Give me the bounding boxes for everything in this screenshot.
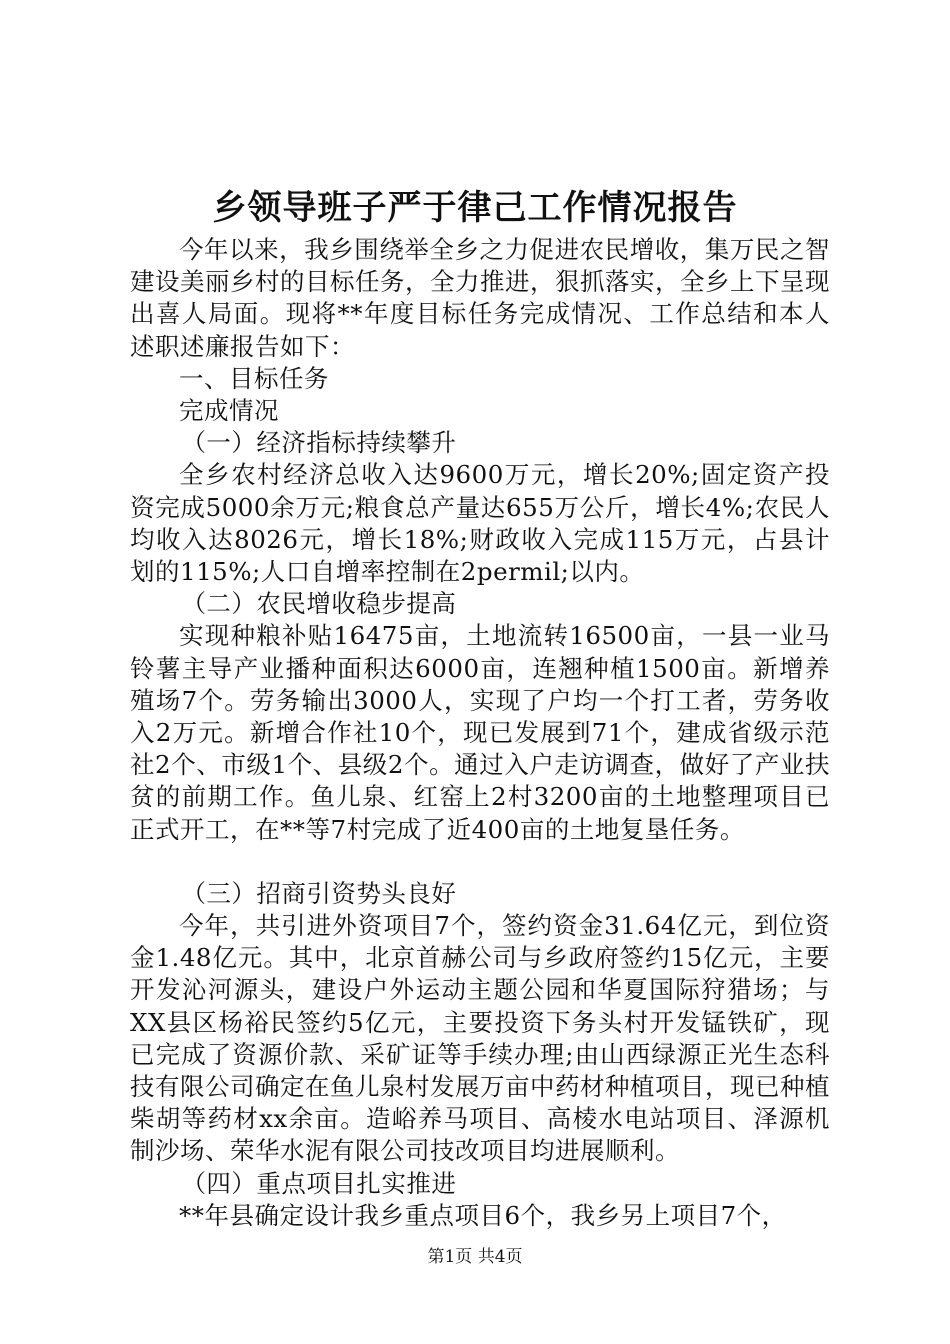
subsection-text-income: 实现种粮补贴16475亩，土地流转16500亩，一县一业马铃薯主导产业播种面积达6000亩，连翘种植1500亩。新增养殖场7个。劳务输出3000人，实现了户均一个打工者，劳务收入2万元。新增合作社10个，现已发展到71个，建成省级示范社2个、市级1个、县级2个。通过入户走访调查，做好了产业扶贫的前期工作。鱼儿泉、红窑上2村3200亩的土地整理项目已正式开工，在**等7村完成了近400亩的土地复垦任务。 bbox=[130, 621, 830, 844]
subsection-title-income: （二）农民增收稳步提高 bbox=[181, 589, 457, 619]
subsection-title-investment: （三）招商引资势头良好 bbox=[181, 878, 457, 908]
page-number-footer: 第1页 共4页 bbox=[427, 1247, 523, 1267]
subsection-title-projects: （四）重点项目扎实推进 bbox=[181, 1168, 457, 1198]
section-heading-targets: 一、目标任务 bbox=[179, 363, 329, 393]
subsection-title-economy: （一）经济指标持续攀升 bbox=[181, 428, 457, 458]
subsection-text-projects: **年县确定设计我乡重点项目6个，我乡另上项目7个， bbox=[179, 1200, 787, 1230]
document-title: 乡领导班子严于律己工作情况报告 bbox=[212, 188, 738, 228]
section-subheading-completion: 完成情况 bbox=[179, 396, 279, 426]
paragraph-gap bbox=[130, 846, 830, 878]
subsection-text-investment: 今年，共引进外资项目7个，签约资金31.64亿元，到位资金1.48亿元。其中，北京首赫公司与乡政府签约15亿元，主要开发沁河源头，建设户外运动主题公园和华夏国际狩猎场；与XX县区杨裕民签约5亿元，主要投资下务头村开发锰铁矿，现已完成了资源价款、采矿证等手续办理;由山西绿源正光生态科技有限公司确定在鱼儿泉村发展万亩中药材种植项目，现已种植柴胡等药材xx余亩。造峪养马项目、高棱水电站项目、泽源机制沙场、荣华水泥有限公司技改项目均进展顺利。 bbox=[130, 911, 830, 1166]
intro-paragraph: 今年以来，我乡围绕举全乡之力促进农民增收，集万民之智建设美丽乡村的目标任务，全力推进，狠抓落实，全乡上下呈现出喜人局面。现将**年度目标任务完成情况、工作总结和本人述职述廉报告如下： bbox=[130, 235, 830, 361]
subsection-text-economy: 全乡农村经济总收入达9600万元，增长20%;固定资产投资完成5000余万元;粮食总产量达655万公斤，增长4%;农民人均收入达8026元，增长18%;财政收入完成115万元，占县计划的115%;人口自增率控制在2permil;以内。 bbox=[130, 460, 830, 587]
document-body bbox=[130, 234, 830, 1232]
